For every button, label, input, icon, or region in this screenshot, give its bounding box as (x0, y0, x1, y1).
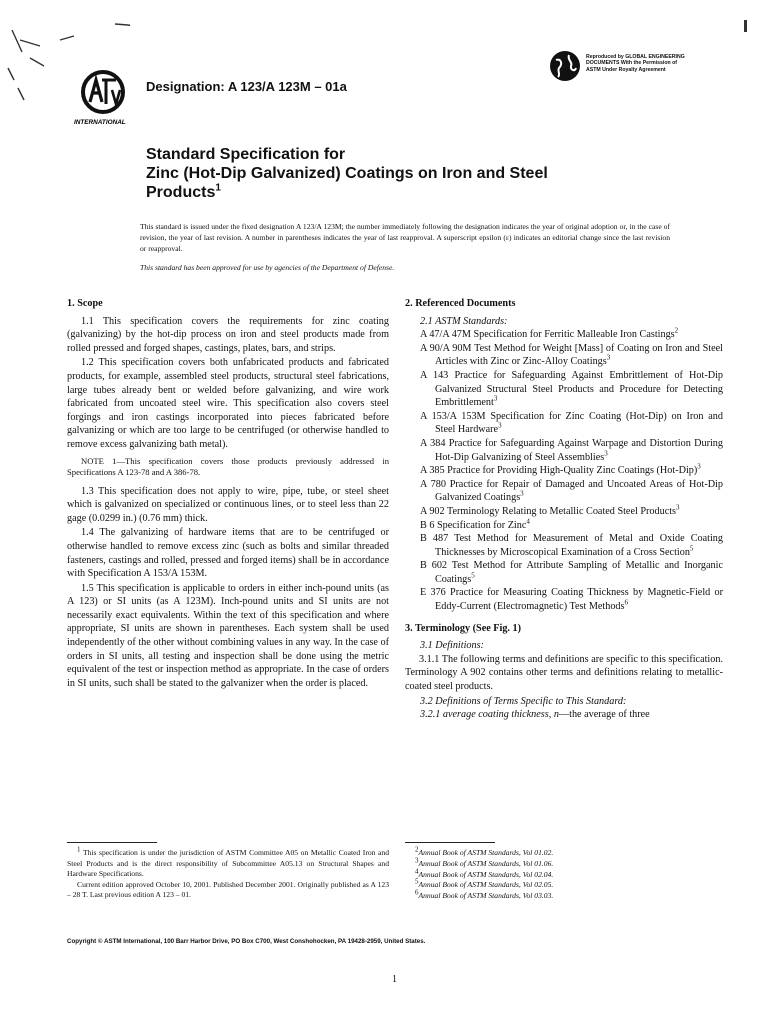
logo-text: INTERNATIONAL (74, 119, 126, 126)
footnote-1-edition: Current edition approved October 10, 2001. Published December 2001. Originally published as A 123 – 28 T. Last previous edition A 123 – 01. (67, 879, 389, 899)
reference-item: B 487 Test Method for Measurement of Metal and Oxide Coating Thicknesses by Microscopical Examination of a Cross Section$^5$ (420, 533, 723, 558)
definitions-subheading: 3.1 Definitions: (420, 640, 484, 652)
reference-item: A 384 Practice for Safeguarding Against Warpage and Distortion During Hot-Dip Galvanizing of Steel Assemblies$^3$ (420, 437, 723, 463)
section-heading-terminology: 3. Terminology (See Fig. 1) (405, 622, 522, 634)
footnote-1: $^1$ This specification is under the jurisdiction of ASTM Committee A05 on Metallic Coated Iron and Steel Products and is the direct responsibility of Subcommittee A05.13 on Structural Shapes and Hardware Specifications. (67, 845, 390, 878)
title-line-2: Zinc (Hot-Dip Galvanized) Coatings on Iron and Steel (146, 165, 548, 182)
reproduction-notice (549, 46, 739, 86)
corner-mark (744, 20, 747, 32)
repro-line: Reproduced by GLOBAL ENGINEERING (586, 54, 685, 60)
reference-item: B 602 Test Method for Attribute Sampling of Metallic and Inorganic Coatings$^5$ (420, 560, 723, 585)
paragraph-1-5: 1.5 This specification is applicable to orders in either inch-pound units (as A 123) or SI units (as A 123M). Inch-pound units and SI units are not necessarily exact equivalents. Within the text of this specification and where appropriate, SI units are shown in parentheses. Each system shall be used independently of the other without combining values in any way. In the case of orders in SI units, all testing and inspection shall be done using the metric equivalent of the test or inspection method as appropriate. In the case of orders in SI units, such shall be stated to the galvanizer when the order is placed. (67, 582, 389, 689)
paragraph-3-2-1: 3.2.1 average coating thickness, n—the average of three (420, 709, 650, 721)
astm-standards-subheading: 2.1 ASTM Standards: (420, 315, 508, 327)
defense-note: This standard has been approved for use by agencies of the Department of Defense. (140, 263, 395, 272)
document-title (146, 145, 666, 202)
reference-item: A 143 Practice for Safeguarding Against Embrittlement of Hot-Dip Galvanized Structural Steel Products and Procedure for Detecting Embrittlement$^3$ (420, 369, 723, 409)
paragraph-1-2: 1.2 This specification covers both unfabricated products and fabricated products, for example, assembled steel products, structural steel fabrications, large tubes already bent or welded before galvanizing, and wire work fabricated from uncoated steel wire. This specification also covers steel forgings and iron castings incorporated into pieces fabricated before galvanizing or which are too large to be centrifuged (or otherwise handled to remove excess galvanizing bath metal). (67, 357, 389, 450)
section-heading-referenced-documents: 2. Referenced Documents (405, 298, 516, 309)
reference-item: A 385 Practice for Providing High-Quality Zinc Coatings $(Hot-Dip)^3$ (420, 462, 701, 477)
title-line-1: Standard Specification for (146, 146, 346, 163)
title-line-3: Products$^1$ (146, 182, 221, 201)
reference-item: A 153/A 153M Specification for Zinc Coating (Hot-Dip) on Iron and Steel Hardware$^3$ (420, 410, 723, 436)
right-column (405, 297, 723, 722)
footnote-rule (405, 842, 495, 843)
reference-list (405, 328, 723, 613)
footnote-item: $^3$Annual Book of ASTM Standards, Vol 01.06. (415, 856, 554, 868)
intro-paragraph: This standard is issued under the fixed designation A 123/A 123M; the number immediately following the designation indicates the year of original adoption or, in the case of revision, the year of last revision. A number in parentheses indicates the year of last reapproval. A superscript epsilon (ε) indicates an editorial change since the last revision or reapproval. (140, 222, 670, 253)
footnote-rule (67, 842, 157, 843)
footnotes-left (67, 845, 390, 901)
reference-item: A 90/A 90M Test Method for Weight [Mass] of Coating on Iron and Steel Articles with Zinc or Zinc-Alloy Coatings$^3$ (420, 342, 723, 368)
left-column (67, 297, 389, 691)
reference-item: B 6 Specification for Zinc$^4$ (420, 517, 530, 531)
section-heading-scope: 1. Scope (67, 298, 103, 309)
footnote-item: $^2$Annual Book of ASTM Standards, Vol 01.02. (415, 845, 554, 857)
paragraph-1-4: 1.4 The galvanizing of hardware items that are to be centrifuged or otherwise handled to remove excess zinc (such as bolts and similar threaded fasteners, castings and rolled, pressed and forged items) shall be in accordance with Specification A 153/A 153M. (67, 527, 389, 580)
paragraph-1-1: 1.1 This specification covers the requirements for zinc coating (galvanizing) by the hot-dip process on iron and steel products made from rolled pressed and forged shapes, castings, plates, bars, and strips. (67, 315, 389, 354)
reference-item: A 780 Practice for Repair of Damaged and Uncoated Areas of Hot-Dip Galvanized Coatings$^3$ (420, 478, 723, 504)
copyright-line: Copyright © ASTM International, 100 Barr Harbor Drive, PO Box C700, West Conshohocken, PA 19428-2959, United States. (67, 938, 426, 945)
paragraph-1-3: 1.3 This specification does not apply to wire, pipe, tube, or steel sheet which is galvanized on specialized or continuous lines, or to steel less than 22 gage (0.0299 in.) (0.76 mm) thick. (67, 485, 389, 524)
note-1: NOTE 1—This specification covers those products previously addressed in Specifications A 123-78 and A 386-78. (67, 455, 389, 478)
astm-logo-icon (72, 66, 134, 128)
footnote-item: $^5$Annual Book of ASTM Standards, Vol 02.05. (415, 877, 554, 890)
repro-line: ASTM Under Royalty Agreement (586, 66, 666, 73)
reference-item: A 47/A 47M Specification for Ferritic Malleable Iron Castings$^2$ (420, 326, 679, 341)
reference-item: A 902 Terminology Relating to Metallic Coated Steel Products$^3$ (420, 503, 680, 517)
globe-icon (549, 50, 581, 82)
designation: Designation: A 123/A 123M – 01a (146, 79, 347, 94)
page-number: 1 (392, 974, 397, 985)
footnote-item: $^6$Annual Book of ASTM Standards, Vol 03.03. (415, 888, 554, 901)
paragraph-3-1-1: 3.1.1 The following terms and definitions are specific to this specification. Terminology A 902 contains other terms and definitions relating to metallic-coated steel products. (405, 653, 723, 693)
footnote-item: $^4$Annual Book of ASTM Standards, Vol 02.04. (415, 867, 554, 879)
reference-item: E 376 Practice for Measuring Coating Thickness by Magnetic-Field or Eddy-Current (Electromagnetic) Test Methods$^6$ (420, 587, 723, 613)
footnotes-right (415, 845, 715, 902)
repro-line: DOCUMENTS With the Permission of (586, 60, 678, 67)
definitions-specific-subheading: 3.2 Definitions of Terms Specific to This Standard: (420, 695, 627, 707)
